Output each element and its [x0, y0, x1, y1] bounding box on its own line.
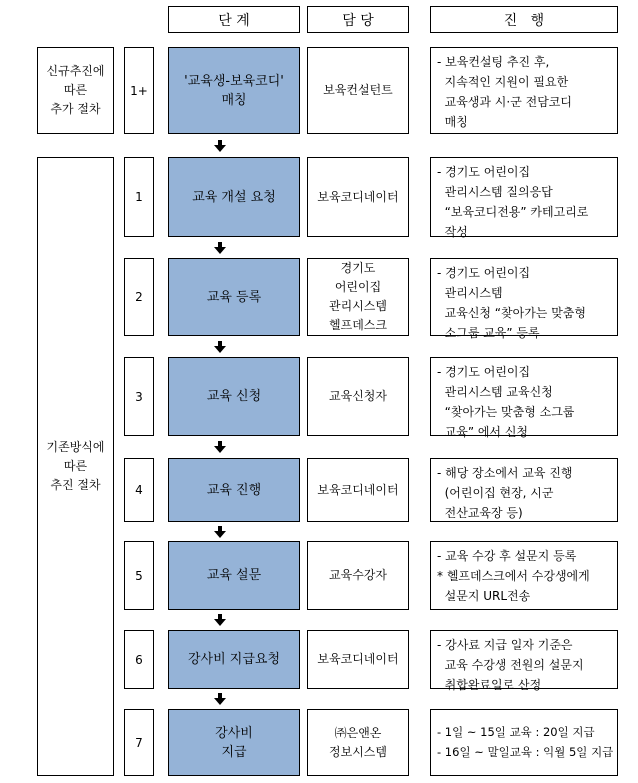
- step-progress-line: 관리시스템: [437, 286, 503, 300]
- step-number-box: [124, 357, 154, 436]
- step-stage-text: [207, 288, 261, 307]
- step-number-box: [124, 709, 154, 776]
- step-stage-text: [215, 724, 253, 762]
- step-owner-box: [307, 47, 409, 134]
- header-owner: [307, 6, 409, 33]
- step-progress-line: 관리시스템 교육신청: [437, 385, 553, 399]
- step-stage-line: 강사비: [215, 725, 253, 741]
- step-owner-line: 교육수강자: [329, 568, 387, 582]
- step-number: 5: [135, 568, 143, 583]
- step-progress-line: 작성: [437, 225, 468, 239]
- group-new-line: 신규추진에: [46, 64, 105, 78]
- step-number-box: [124, 157, 154, 237]
- step-owner-text: [329, 566, 387, 585]
- step-stage-line: 교육 등록: [206, 289, 262, 305]
- step-stage-line: 매칭: [221, 92, 247, 108]
- step-number: 1: [135, 190, 143, 204]
- step-number-box: [124, 541, 154, 610]
- step-progress-line: 전산교육장 등): [437, 506, 523, 520]
- step-progress-line: - 경기도 어린이집: [437, 266, 531, 280]
- step-progress-line: 교육신청 “찾아가는 맞춤형: [437, 306, 586, 320]
- step-number: 6: [135, 652, 143, 667]
- step-owner-box: [307, 709, 409, 776]
- header-progress-label: 진 행: [503, 12, 545, 29]
- step-number-box: [124, 47, 154, 134]
- group-existing-line: 따른: [63, 459, 88, 473]
- step-progress-box: [430, 458, 618, 522]
- step-progress-line: “보육코디전용” 카테고리로: [437, 205, 589, 219]
- step-number: 3: [135, 389, 143, 404]
- step-owner-line: 정보시스템: [329, 744, 387, 759]
- step-progress-line: - 경기도 어린이집: [437, 165, 531, 179]
- down-arrow-icon: [214, 140, 226, 152]
- step-stage-box: [168, 709, 300, 776]
- step-progress-line: * 헬프데스크에서 수강생에게: [437, 569, 590, 583]
- step-progress-box: [430, 47, 618, 134]
- step-owner-line: 헬프데스크: [329, 318, 387, 332]
- step-owner-box: [307, 630, 409, 689]
- step-stage-text: [207, 481, 261, 500]
- step-owner-line: 보육컨설턴트: [323, 83, 393, 97]
- step-owner-text: [317, 650, 398, 669]
- group-existing-line: 기존방식에: [46, 440, 105, 454]
- step-owner-box: [307, 458, 409, 522]
- step-progress-box: [430, 709, 618, 776]
- group-existing-line: 추진 절차: [50, 478, 101, 492]
- step-owner-line: 관리시스템: [329, 299, 387, 313]
- step-progress-line: 관리시스템 질의응답: [437, 185, 553, 199]
- step-progress-line: 취합완료일로 산정: [437, 678, 542, 692]
- step-number-box: [124, 630, 154, 689]
- step-stage-line: 교육 개설 요청: [192, 189, 276, 205]
- step-stage-box: [168, 157, 300, 237]
- step-stage-line: 지급: [221, 744, 247, 760]
- step-stage-box: [168, 258, 300, 336]
- step-number-box: [124, 258, 154, 336]
- step-owner-line: ㈜은앤온: [334, 725, 382, 740]
- step-stage-line: 교육 신청: [206, 389, 262, 404]
- step-stage-text: [207, 566, 261, 585]
- step-owner-text: [317, 188, 398, 207]
- step-stage-line: 교육 진행: [206, 482, 262, 498]
- step-number-box: [124, 458, 154, 522]
- step-progress-line: 소그룹 교육” 등록: [437, 326, 540, 340]
- step-number: 4: [135, 483, 143, 497]
- header-owner-label: 담 당: [342, 12, 374, 29]
- step-progress-line: - 보육컨설팅 추진 후,: [437, 55, 550, 69]
- step-owner-line: 교육신청자: [329, 389, 387, 403]
- step-stage-text: [207, 387, 261, 406]
- step-progress-line: 지속적인 지원이 필요한: [437, 75, 569, 89]
- step-owner-box: [307, 541, 409, 610]
- step-progress-line: 교육 수강생 전원의 설문지: [437, 658, 584, 672]
- step-progress-line: 매칭: [437, 115, 468, 129]
- step-owner-text: [329, 259, 387, 335]
- down-arrow-icon: [214, 341, 226, 353]
- down-arrow-icon: [214, 693, 226, 705]
- step-progress-line: 교육” 에서 신청: [437, 425, 529, 439]
- step-stage-text: [192, 188, 276, 207]
- step-stage-box: [168, 630, 300, 689]
- step-stage-box: [168, 541, 300, 610]
- step-number: 2: [135, 290, 143, 304]
- step-owner-box: [307, 258, 409, 336]
- step-progress-line: - 해당 장소에서 교육 진행: [437, 466, 573, 480]
- step-owner-line: 보육코디네이터: [317, 652, 399, 666]
- step-owner-text: [323, 81, 393, 100]
- step-progress-box: [430, 541, 618, 610]
- step-stage-line: '교육생-보육코디': [184, 73, 284, 89]
- step-owner-line: 어린이집: [334, 280, 382, 294]
- group-new-line: 추가 절차: [50, 102, 101, 116]
- step-owner-box: [307, 357, 409, 436]
- step-progress-line: 설문지 URL전송: [437, 589, 531, 603]
- step-progress-box: [430, 357, 618, 439]
- step-stage-line: 교육 설문: [206, 568, 262, 583]
- step-owner-line: 경기도: [340, 261, 376, 275]
- header-stage-label: 단 계: [218, 12, 250, 29]
- down-arrow-icon: [214, 526, 226, 538]
- step-owner-line: 보육코디네이터: [317, 482, 399, 497]
- down-arrow-icon: [214, 614, 226, 626]
- step-progress-line: - 1일 ~ 15일 교육 : 20일 지급: [437, 724, 595, 739]
- step-stage-box: [168, 357, 300, 436]
- step-progress-line: - 16일 ~ 말일교육 : 익월 5일 지급: [437, 744, 614, 759]
- step-progress-line: - 교육 수강 후 설문지 등록: [437, 549, 577, 563]
- step-progress-line: - 강사료 지급 일자 기준은: [437, 638, 573, 652]
- step-owner-text: [329, 387, 387, 406]
- step-owner-text: [317, 481, 398, 500]
- group-new-line: 따른: [63, 83, 88, 97]
- step-progress-line: “찾아가는 맞춤형 소그룹: [437, 405, 575, 419]
- step-stage-text: [188, 650, 280, 669]
- step-stage-text: [184, 72, 284, 110]
- step-progress-box: [430, 157, 618, 237]
- step-stage-box: [168, 47, 300, 134]
- step-number: 1+: [130, 83, 148, 98]
- step-progress-line: (어린이집 현장, 시군: [437, 486, 554, 500]
- down-arrow-icon: [214, 242, 226, 254]
- step-progress-box: [430, 630, 618, 692]
- step-progress-box: [430, 258, 618, 340]
- step-owner-line: 보육코디네이터: [317, 189, 399, 204]
- step-owner-box: [307, 157, 409, 237]
- group-existing-process: [37, 157, 114, 776]
- header-stage: [168, 6, 300, 33]
- step-owner-text: [329, 724, 387, 762]
- step-progress-line: 교육생과 시·군 전담코디: [437, 95, 572, 109]
- step-progress-line: - 경기도 어린이집: [437, 365, 531, 379]
- step-stage-box: [168, 458, 300, 522]
- down-arrow-icon: [214, 441, 226, 453]
- header-progress: [430, 6, 618, 33]
- step-stage-line: 강사비 지급요청: [187, 652, 281, 667]
- step-number: 7: [135, 735, 143, 750]
- group-new-process: [37, 47, 114, 134]
